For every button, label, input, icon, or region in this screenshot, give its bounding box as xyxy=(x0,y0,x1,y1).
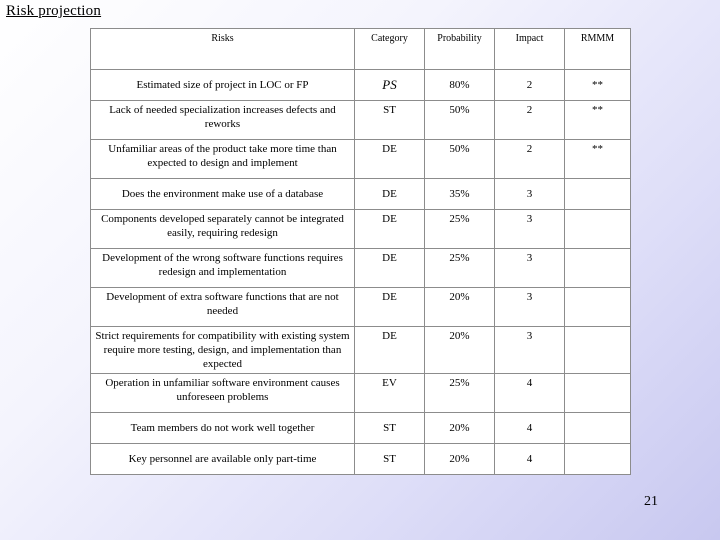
probability-cell: 20% xyxy=(425,327,495,374)
impact-cell: 4 xyxy=(495,374,565,413)
category-cell: DE xyxy=(355,140,425,179)
probability-cell: 35% xyxy=(425,179,495,210)
category-cell: ST xyxy=(355,444,425,475)
table-row xyxy=(91,288,631,327)
slide-title: Risk projection xyxy=(6,3,102,19)
impact-cell: 3 xyxy=(495,179,565,210)
probability-cell: 20% xyxy=(425,288,495,327)
probability-cell: 80% xyxy=(425,70,495,101)
category-cell: EV xyxy=(355,374,425,413)
impact-cell: 3 xyxy=(495,327,565,374)
table-row xyxy=(91,210,631,249)
impact-cell: 3 xyxy=(495,249,565,288)
risk-cell: Estimated size of project in LOC or FP xyxy=(91,70,355,101)
rmmm-cell xyxy=(565,444,631,475)
rmmm-cell xyxy=(565,374,631,413)
probability-cell: 50% xyxy=(425,140,495,179)
category-cell: DE xyxy=(355,288,425,327)
table-header-row xyxy=(91,29,631,70)
risk-cell: Operation in unfamiliar software environment causes unforeseen problems xyxy=(91,374,355,413)
table-row xyxy=(91,327,631,374)
category-cell: ST xyxy=(355,101,425,140)
risk-cell: Team members do not work well together xyxy=(91,413,355,444)
table-row xyxy=(91,413,631,444)
header-probability: Probability xyxy=(425,29,495,70)
impact-cell: 4 xyxy=(495,444,565,475)
header-impact: Impact xyxy=(495,29,565,70)
risk-cell: Development of the wrong software functions requires redesign and implementation xyxy=(91,249,355,288)
page-number: 21 xyxy=(644,494,658,509)
probability-cell: 50% xyxy=(425,101,495,140)
table-row xyxy=(91,444,631,475)
rmmm-cell xyxy=(565,249,631,288)
probability-cell: 20% xyxy=(425,444,495,475)
category-cell: ST xyxy=(355,413,425,444)
rmmm-cell xyxy=(565,288,631,327)
impact-cell: 2 xyxy=(495,101,565,140)
rmmm-cell: ** xyxy=(565,101,631,140)
rmmm-cell xyxy=(565,327,631,374)
table-row xyxy=(91,249,631,288)
rmmm-cell xyxy=(565,210,631,249)
risk-cell: Lack of needed specialization increases defects and reworks xyxy=(91,101,355,140)
table-row xyxy=(91,374,631,413)
table-row xyxy=(91,70,631,101)
impact-cell: 2 xyxy=(495,70,565,101)
impact-cell: 3 xyxy=(495,210,565,249)
impact-cell: 4 xyxy=(495,413,565,444)
risk-cell: Strict requirements for compatibility with existing system require more testing, design, and implementation than expected xyxy=(91,327,355,374)
risk-cell: Components developed separately cannot be integrated easily, requiring redesign xyxy=(91,210,355,249)
table-row xyxy=(91,179,631,210)
risk-table xyxy=(90,28,631,475)
table-row xyxy=(91,140,631,179)
category-cell: DE xyxy=(355,179,425,210)
rmmm-cell xyxy=(565,179,631,210)
probability-cell: 25% xyxy=(425,210,495,249)
impact-cell: 3 xyxy=(495,288,565,327)
category-cell: PS xyxy=(355,70,425,101)
risk-cell: Unfamiliar areas of the product take more time than expected to design and implement xyxy=(91,140,355,179)
probability-cell: 25% xyxy=(425,374,495,413)
rmmm-cell: ** xyxy=(565,140,631,179)
header-rmmm: RMMM xyxy=(565,29,631,70)
risk-cell: Development of extra software functions that are not needed xyxy=(91,288,355,327)
category-cell: DE xyxy=(355,327,425,374)
risk-cell: Key personnel are available only part-time xyxy=(91,444,355,475)
rmmm-cell xyxy=(565,413,631,444)
header-risks: Risks xyxy=(91,29,355,70)
header-category: Category xyxy=(355,29,425,70)
impact-cell: 2 xyxy=(495,140,565,179)
probability-cell: 25% xyxy=(425,249,495,288)
rmmm-cell: ** xyxy=(565,70,631,101)
probability-cell: 20% xyxy=(425,413,495,444)
category-cell: DE xyxy=(355,210,425,249)
table-row xyxy=(91,101,631,140)
category-cell: DE xyxy=(355,249,425,288)
risk-cell: Does the environment make use of a database xyxy=(91,179,355,210)
